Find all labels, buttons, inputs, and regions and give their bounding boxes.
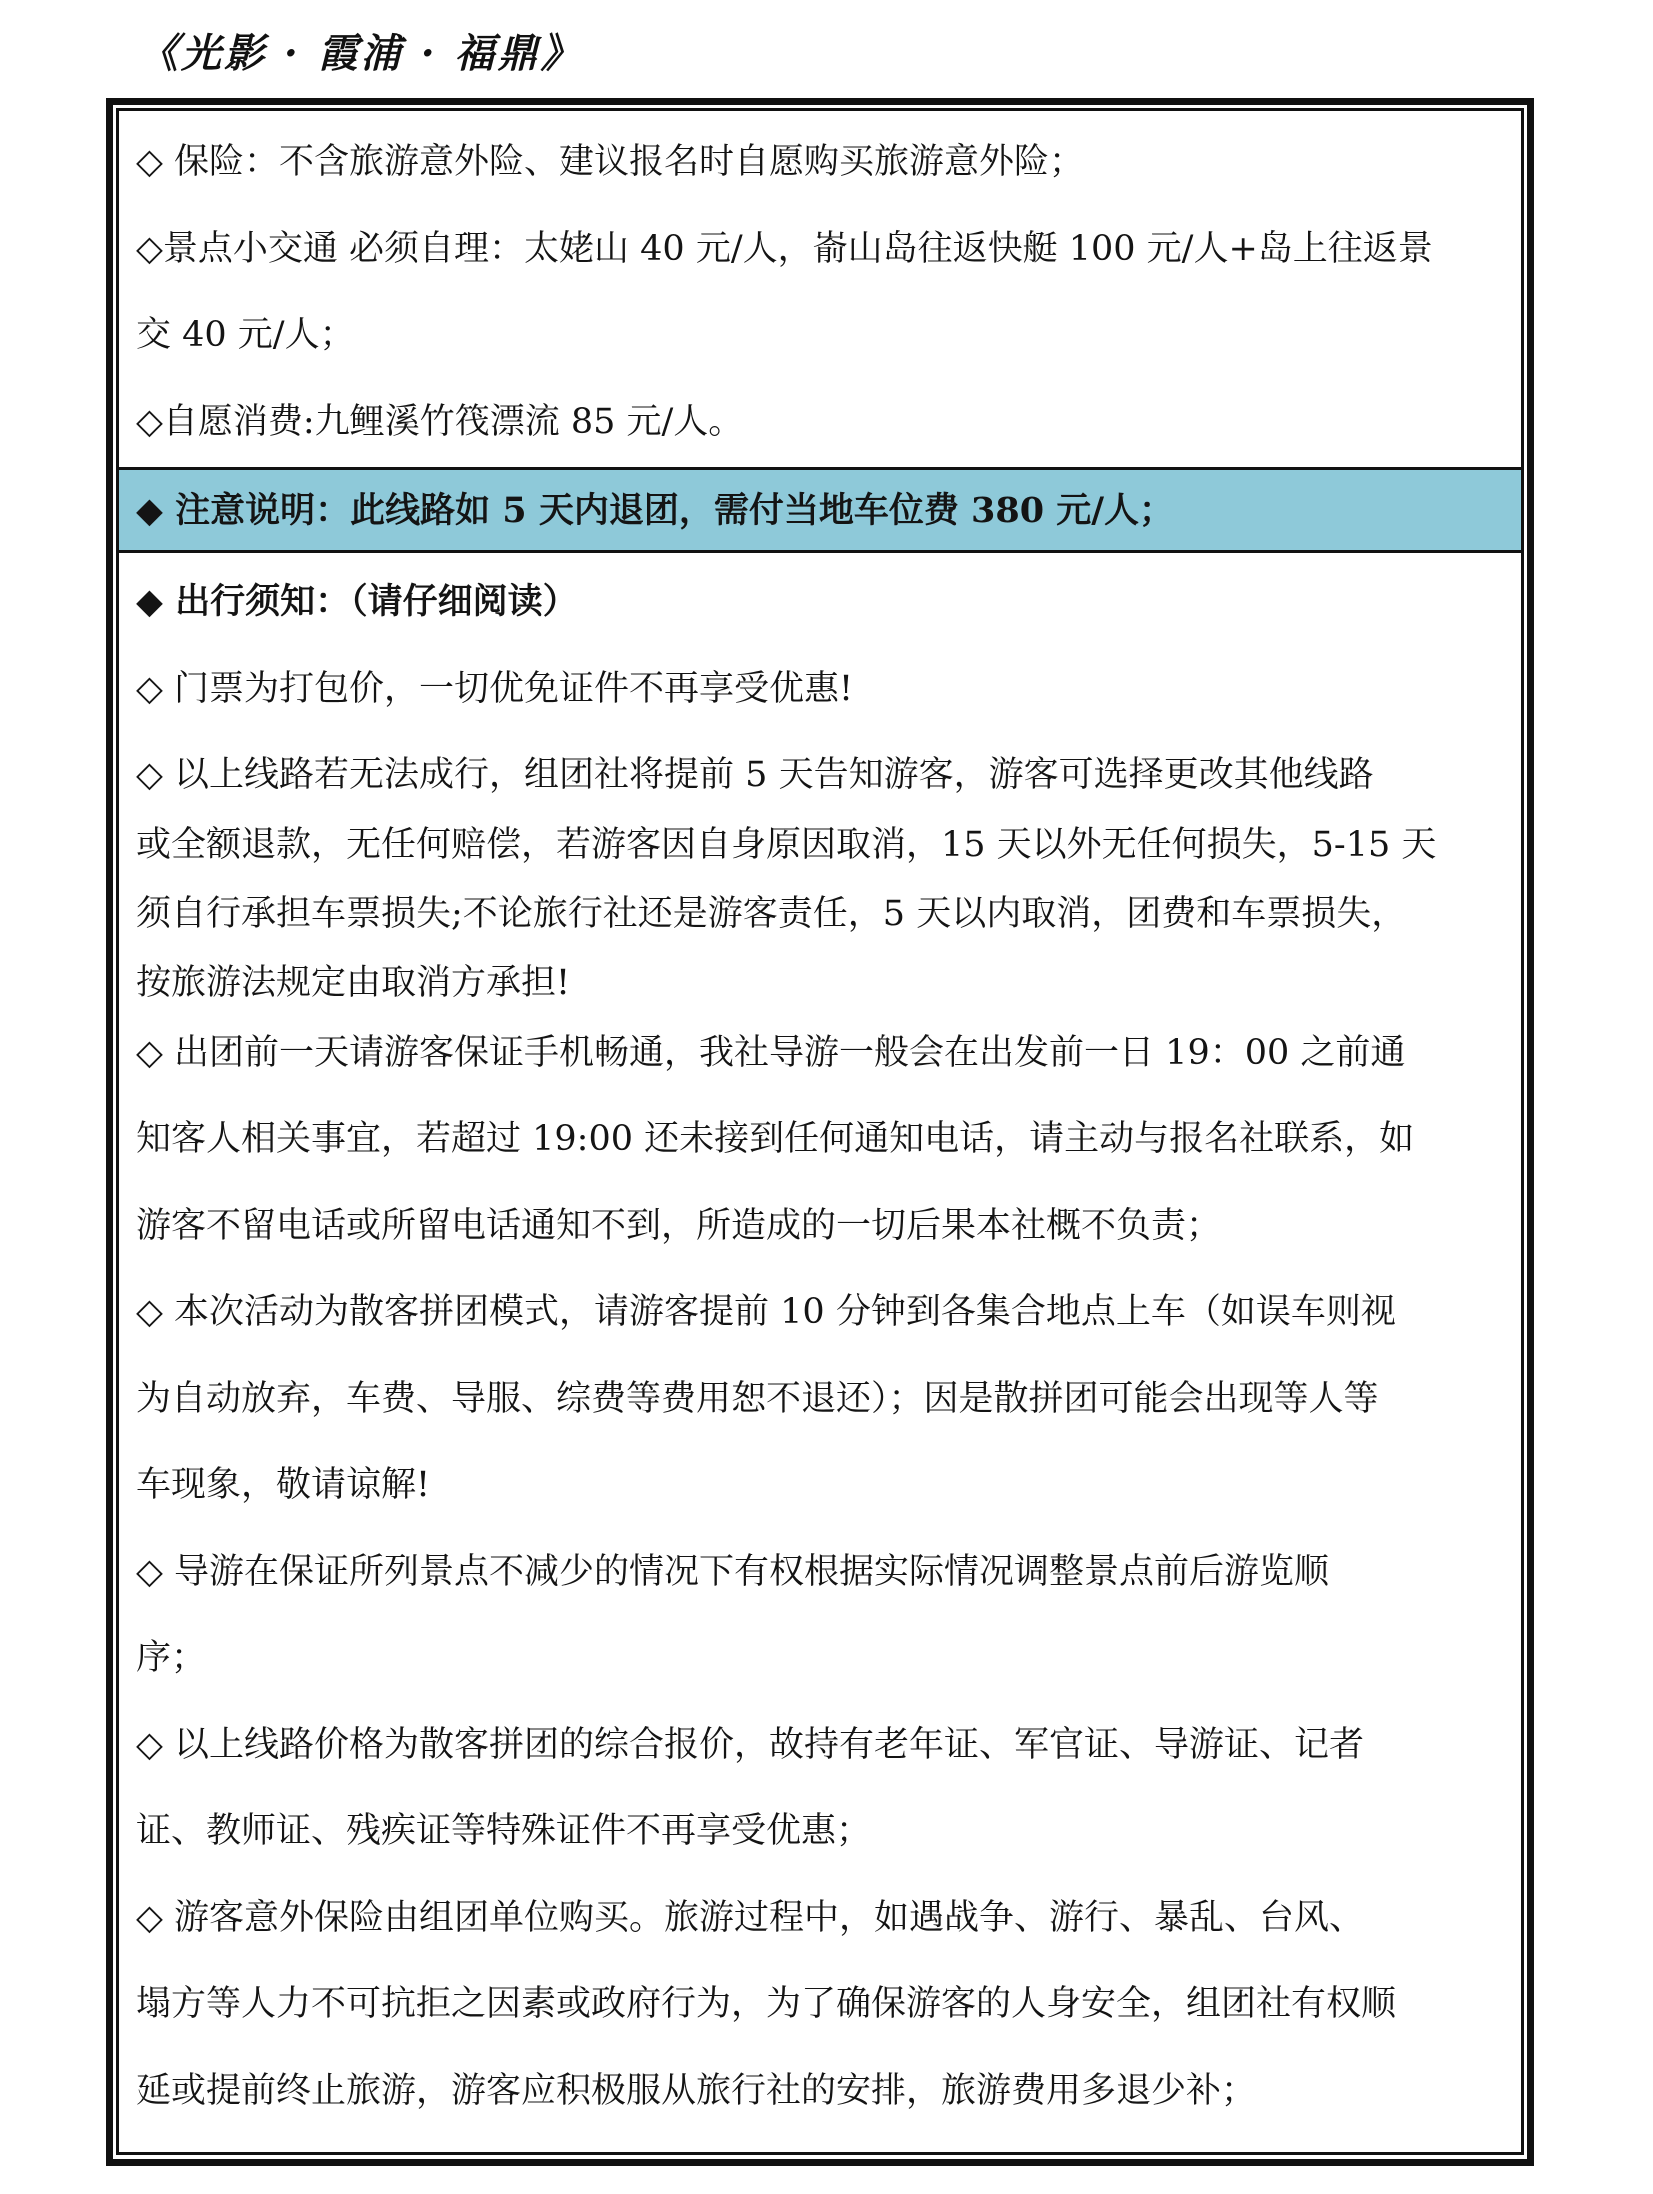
guide-line: 延或提前终止旅游，游客应积极服从旅行社的安排，旅游费用多退少补；: [136, 2071, 1257, 2111]
transport-note-line-2: 交 40 元/人；: [136, 315, 355, 355]
guide-line: 为自动放弃，车费、导服、综费等费用恕不退还）；因是散拼团可能会出现等人等: [136, 1379, 1379, 1419]
guide-line: ◇ 以上线路价格为散客拼团的综合报价，故持有老年证、军官证、导游证、记者: [136, 1725, 1365, 1765]
guide-line: ◇ 导游在保证所列景点不减少的情况下有权根据实际情况调整景点前后游览顺: [136, 1552, 1330, 1592]
notice-text: ◆ 注意说明：此线路如 5 天内退团，需付当地车位费 380 元/人；: [136, 490, 1175, 531]
guide-line: 车现象，敬请谅解!: [136, 1465, 431, 1505]
optional-expense-note: ◇自愿消费:九鲤溪竹筏漂流 85 元/人。: [136, 402, 744, 442]
guide-line: 须自行承担车票损失;不论旅行社还是游客责任，5 天以内取消，团费和车票损失，: [136, 894, 1407, 934]
insurance-note: ◇ 保险：不含旅游意外险、建议报名时自愿购买旅游意外险；: [136, 142, 1085, 182]
guide-line: 知客人相关事宜，若超过 19:00 还未接到任何通知电话，请主动与报名社联系，如: [136, 1119, 1415, 1159]
guide-line: 序；: [136, 1638, 207, 1678]
guide-line: ◇ 以上线路若无法成行，组团社将提前 5 天告知游客，游客可选择更改其他线路: [136, 755, 1374, 795]
guide-line: 游客不留电话或所留电话通知不到，所造成的一切后果本社概不负责；: [136, 1206, 1222, 1246]
guide-line: ◇ 本次活动为散客拼团模式，请游客提前 10 分钟到各集合地点上车（如误车则视: [136, 1292, 1396, 1332]
guide-line: 证、教师证、残疾证等特殊证件不再享受优惠；: [136, 1811, 872, 1851]
travel-guide-heading: ◆ 出行须知：（请仔细阅读）: [136, 581, 578, 622]
guide-line: ◇ 出团前一天请游客保证手机畅通，我社导游一般会在出发前一日 19：00 之前通: [136, 1033, 1406, 1073]
guide-line: 塌方等人力不可抗拒之因素或政府行为，为了确保游客的人身安全，组团社有权顺: [136, 1984, 1397, 2024]
guide-line: ◇ 门票为打包价，一切优免证件不再享受优惠!: [136, 669, 854, 709]
transport-note-line-1: ◇景点小交通 必须自理：太姥山 40 元/人，嵛山岛往返快艇 100 元/人+岛上往返景: [136, 229, 1433, 269]
guide-line: 或全额退款，无任何赔偿，若游客因自身原因取消，15 天以外无任何损失，5-15 天: [136, 825, 1437, 865]
document-title: 《光影 · 霞浦 · 福鼎》: [138, 30, 584, 77]
guide-line: 按旅游法规定由取消方承担!: [136, 963, 571, 1003]
guide-line: ◇ 游客意外保险由组团单位购买。旅游过程中，如遇战争、游行、暴乱、台风、: [136, 1898, 1365, 1938]
